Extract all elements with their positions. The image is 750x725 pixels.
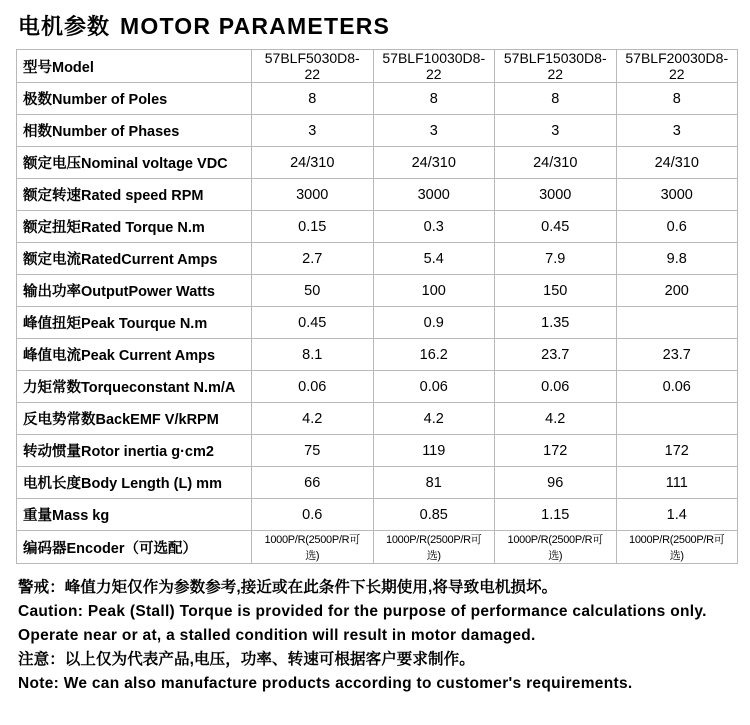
notes-section (14, 578, 736, 695)
row-value: 1.4 (616, 499, 738, 531)
row-value: 1.35 (495, 307, 617, 339)
row-value (616, 403, 738, 435)
row-label: 额定扭矩Rated Torque N.m (17, 211, 252, 243)
row-value: 1000P/R(2500P/R可选) (373, 531, 495, 564)
row-label: 重量Mass kg (17, 499, 252, 531)
table-row (17, 499, 738, 531)
row-value: 81 (373, 467, 495, 499)
row-label: 力矩常数Torqueconstant N.m/A (17, 371, 252, 403)
table-row (17, 243, 738, 275)
table-body (17, 50, 738, 564)
row-value: 0.6 (616, 211, 738, 243)
row-value: 1.15 (495, 499, 617, 531)
table-row (17, 371, 738, 403)
table-row (17, 147, 738, 179)
row-value: 0.06 (373, 371, 495, 403)
row-label: 电机长度Body Length (L) mm (17, 467, 252, 499)
page-title-chinese: 电机参数 (18, 14, 111, 39)
table-row (17, 275, 738, 307)
row-label: 反电势常数BackEMF V/kRPM (17, 403, 252, 435)
column-header-model-2: 57BLF10030D8-22 (373, 50, 495, 83)
page-title-english: MOTOR PARAMETERS (120, 13, 391, 39)
row-value: 3 (252, 115, 374, 147)
manufacture-note-english: Note: We can also manufacture products according to customer's requirements. (18, 674, 633, 692)
table-row (17, 339, 738, 371)
row-value: 111 (616, 467, 738, 499)
table-row (17, 211, 738, 243)
row-value: 3000 (495, 179, 617, 211)
row-label: 峰值电流Peak Current Amps (17, 339, 252, 371)
row-value: 3000 (616, 179, 738, 211)
caution-note-english-line1: Caution: Peak (Stall) Torque is provided for the purpose of performance calculations only. (18, 602, 707, 620)
motor-parameters-table (16, 49, 738, 564)
row-value: 4.2 (373, 403, 495, 435)
row-value: 3 (373, 115, 495, 147)
row-label: 额定电流RatedCurrent Amps (17, 243, 252, 275)
row-value: 0.06 (495, 371, 617, 403)
row-label: 输出功率OutputPower Watts (17, 275, 252, 307)
row-value: 23.7 (616, 339, 738, 371)
row-value: 150 (495, 275, 617, 307)
row-value: 4.2 (252, 403, 374, 435)
row-value: 200 (616, 275, 738, 307)
row-value: 3 (616, 115, 738, 147)
row-value: 96 (495, 467, 617, 499)
row-value: 172 (495, 435, 617, 467)
row-value: 8.1 (252, 339, 374, 371)
column-header-model-4: 57BLF20030D8-22 (616, 50, 738, 83)
table-header-row (17, 50, 738, 83)
row-label: 转动惯量Rotor inertia g·cm2 (17, 435, 252, 467)
row-value: 8 (373, 83, 495, 115)
row-label: 额定转速Rated speed RPM (17, 179, 252, 211)
row-value: 119 (373, 435, 495, 467)
table-row (17, 467, 738, 499)
row-label: 额定电压Nominal voltage VDC (17, 147, 252, 179)
row-label: 相数Number of Phases (17, 115, 252, 147)
caution-note-chinese: 警戒：峰值力矩仅作为参数参考,接近或在此条件下长期使用,将导致电机损坏。 (18, 579, 558, 596)
row-value: 8 (616, 83, 738, 115)
row-value: 1000P/R(2500P/R可选) (252, 531, 374, 564)
table-row (17, 531, 738, 564)
row-value: 0.06 (252, 371, 374, 403)
row-value: 1000P/R(2500P/R可选) (495, 531, 617, 564)
table-row (17, 115, 738, 147)
row-value: 0.45 (252, 307, 374, 339)
table-row (17, 435, 738, 467)
row-value: 16.2 (373, 339, 495, 371)
row-label: 编码器Encoder（可选配） (17, 531, 252, 564)
row-value: 50 (252, 275, 374, 307)
row-value: 0.9 (373, 307, 495, 339)
row-value: 7.9 (495, 243, 617, 275)
row-value: 3 (495, 115, 617, 147)
table-row (17, 179, 738, 211)
row-value: 0.6 (252, 499, 374, 531)
row-value: 3000 (373, 179, 495, 211)
caution-note-english-line2: Operate near or at, a stalled condition will result in motor damaged. (18, 626, 536, 644)
row-value: 24/310 (616, 147, 738, 179)
page-title (14, 0, 736, 49)
column-header-model-1: 57BLF5030D8-22 (252, 50, 374, 83)
row-value: 8 (252, 83, 374, 115)
table-row (17, 307, 738, 339)
table-row (17, 403, 738, 435)
table-row (17, 83, 738, 115)
row-value: 0.06 (616, 371, 738, 403)
row-value: 5.4 (373, 243, 495, 275)
row-label: 峰值扭矩Peak Tourque N.m (17, 307, 252, 339)
row-value: 0.45 (495, 211, 617, 243)
row-value: 8 (495, 83, 617, 115)
row-value: 0.3 (373, 211, 495, 243)
row-value: 24/310 (252, 147, 374, 179)
row-value: 75 (252, 435, 374, 467)
row-value: 0.85 (373, 499, 495, 531)
row-value (616, 307, 738, 339)
row-value: 3000 (252, 179, 374, 211)
row-value: 9.8 (616, 243, 738, 275)
row-value: 100 (373, 275, 495, 307)
row-value: 2.7 (252, 243, 374, 275)
row-value: 24/310 (495, 147, 617, 179)
row-value: 66 (252, 467, 374, 499)
row-label: 极数Number of Poles (17, 83, 252, 115)
row-value: 23.7 (495, 339, 617, 371)
row-value: 4.2 (495, 403, 617, 435)
manufacture-note-chinese: 注意：以上仅为代表产品,电压，功率、转速可根据客户要求制作。 (18, 650, 475, 668)
row-value: 24/310 (373, 147, 495, 179)
column-header-model: 型号Model (17, 50, 252, 83)
row-value: 0.15 (252, 211, 374, 243)
row-value: 172 (616, 435, 738, 467)
row-value: 1000P/R(2500P/R可选) (616, 531, 738, 564)
column-header-model-3: 57BLF15030D8-22 (495, 50, 617, 83)
